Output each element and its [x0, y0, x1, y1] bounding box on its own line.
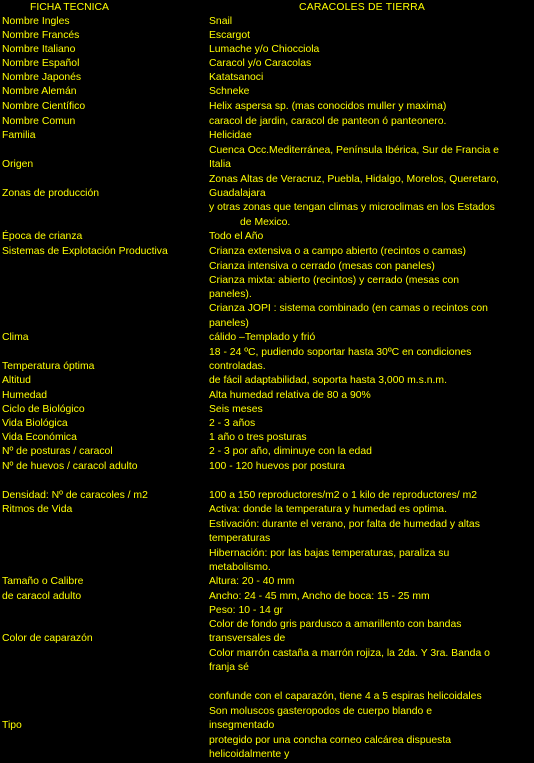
value-sistemas-line-5: Crianza JOPI : sistema combinado (en camas o recintos con [209, 303, 488, 314]
value-sistemas-line-2: Crianza intensiva o cerrado (mesas con paneles) [209, 261, 435, 272]
row-nombre-italiano [0, 43, 534, 57]
value-zonas-line-1: Zonas Altas de Veracruz, Puebla, Hidalgo, Morelos, Queretaro, [209, 174, 499, 185]
value-ritmos-line-4: Hibernación: por las bajas temperaturas, paraliza su [209, 548, 450, 559]
label-color-de-caparazon: Color de caparazón [2, 633, 93, 644]
label-epoca-de-crianza: Época de crianza [2, 231, 83, 242]
value-color-line-3: Color marrón castaña a marrón rojiza, la 2da. Y 3ra. Banda o [209, 648, 490, 659]
label-caracol-adulto: de caracol adulto [2, 591, 82, 602]
value-temperatura-line-2: controladas. [209, 361, 266, 372]
value-ritmos-line-5: metabolismo. [209, 562, 271, 573]
row-zonas-line-3 [0, 201, 534, 215]
value-ciclo-biologico: Seis meses [209, 404, 263, 415]
row-color-line-5 [0, 690, 534, 704]
row-tipo-line-3 [0, 734, 534, 748]
value-ritmos-line-1: Activa: donde la temperatura y humedad es optima. [209, 504, 447, 515]
row-nombre-frances [0, 29, 534, 43]
row-sistemas-de-explotacion [0, 245, 534, 259]
value-ancho: Ancho: 24 - 45 mm, Ancho de boca: 15 - 25 mm [209, 591, 430, 602]
row-color-line-1 [0, 618, 534, 632]
row-sistemas-line-3 [0, 274, 534, 288]
value-origen-line-1: Cuenca Occ.Mediterránea, Península Ibérica, Sur de Francia e [209, 145, 499, 156]
row-ritmos-de-vida [0, 503, 534, 517]
label-nombre-aleman: Nombre Alemán [2, 86, 77, 97]
row-peso [0, 604, 534, 618]
value-vida-economica: 1 año o tres posturas [209, 432, 307, 443]
row-sistemas-line-4 [0, 288, 534, 302]
row-caracol-adulto [0, 590, 534, 604]
row-color-line-3 [0, 647, 534, 661]
row-sistemas-line-6 [0, 317, 534, 331]
value-nombre-ingles: Snail [209, 16, 233, 27]
label-sistemas-de-explotacion: Sistemas de Explotación Productiva [2, 246, 168, 257]
label-nombre-ingles: Nombre Ingles [2, 16, 70, 27]
row-origen [0, 158, 534, 172]
value-origen-line-2: Italia [209, 159, 231, 170]
value-tipo-line-2: insegmentado [209, 720, 275, 731]
value-zonas-line-4: de Mexico. [240, 217, 291, 228]
row-vida-economica [0, 431, 534, 445]
value-sistemas-line-6: paneles) [209, 318, 249, 329]
value-nombre-espanol: Caracol y/o Caracolas [209, 58, 312, 69]
row-tamano-calibre [0, 575, 534, 589]
value-nombre-comun: caracol de jardin, caracol de panteon ó panteonero. [209, 116, 447, 127]
label-nombre-frances: Nombre Francés [2, 30, 80, 41]
value-clima: cálido –Templado y frió [209, 332, 316, 343]
row-humedad [0, 389, 534, 403]
row-zonas-line-1 [0, 173, 534, 187]
row-ciclo-biologico [0, 403, 534, 417]
value-sistemas-line-3: Crianza mixta: abierto (recintos) y cerrado (mesas con [209, 275, 460, 286]
label-origen: Origen [2, 159, 34, 170]
value-ritmos-line-3: temperaturas [209, 533, 271, 544]
row-nombre-ingles [0, 15, 534, 29]
value-ritmos-line-2: Estivación: durante el verano, por falta de humedad y altas [209, 519, 480, 530]
label-nombre-japones: Nombre Japonés [2, 72, 82, 83]
value-color-line-1: Color de fondo gris pardusco a amarillento con bandas [209, 619, 462, 630]
row-huevos-por-caracol [0, 460, 534, 474]
row-ritmos-line-5 [0, 561, 534, 575]
row-altitud [0, 374, 534, 388]
value-nombre-frances: Escargot [209, 30, 251, 41]
row-temperatura-optima [0, 360, 534, 374]
label-vida-biologica: Vida Biológica [2, 418, 68, 429]
value-sistemas-line-1: Crianza extensiva o a campo abierto (recintos o camas) [209, 246, 466, 257]
value-tipo-line-4: helicoidalmente y [209, 749, 290, 760]
row-sistemas-line-5 [0, 302, 534, 316]
value-sistemas-line-4: paneles). [209, 289, 252, 300]
row-clima [0, 331, 534, 345]
value-color-line-4: franja sé [209, 662, 249, 673]
value-humedad: Alta humedad relativa de 80 a 90% [209, 390, 371, 401]
row-epoca-de-crianza [0, 230, 534, 244]
value-huevos-por-caracol: 100 - 120 huevos por postura [209, 461, 345, 472]
value-altitud: de fácil adaptabilidad, soporta hasta 3,000 m.s.n.m. [209, 375, 447, 386]
row-tipo [0, 719, 534, 733]
label-clima: Clima [2, 332, 29, 343]
row-temperatura-line-1 [0, 346, 534, 360]
row-ritmos-line-4 [0, 547, 534, 561]
row-color-de-caparazon [0, 632, 534, 646]
row-ritmos-line-3 [0, 532, 534, 546]
row-familia [0, 129, 534, 143]
row-densidad [0, 489, 534, 503]
label-temperatura-optima: Temperatura óptima [2, 361, 95, 372]
row-color-line-4 [0, 661, 534, 675]
row-nombre-cientifico [0, 100, 534, 114]
value-peso: Peso: 10 - 14 gr [209, 605, 283, 616]
label-nombre-comun: Nombre Comun [2, 116, 76, 127]
row-nombre-espanol [0, 57, 534, 71]
value-temperatura-line-1: 18 - 24 ºC, pudiendo soportar hasta 30ºC en condiciones [209, 347, 472, 358]
value-color-line-5: confunde con el caparazón, tiene 4 a 5 espiras helicoidales [209, 691, 482, 702]
row-zonas-de-produccion [0, 187, 534, 201]
row-posturas-por-caracol [0, 445, 534, 459]
value-epoca-de-crianza: Todo el Año [209, 231, 264, 242]
value-color-line-2: transversales de [209, 633, 286, 644]
value-zonas-line-2: Guadalajara [209, 188, 266, 199]
label-vida-economica: Vida Económica [2, 432, 77, 443]
value-tipo-line-3: protegido por una concha corneo calcárea dispuesta [209, 735, 452, 746]
value-zonas-line-3: y otras zonas que tengan climas y microclimas en los Estados [209, 202, 495, 213]
value-nombre-aleman: Schneke [209, 86, 250, 97]
value-nombre-japones: Katatsanoci [209, 72, 264, 83]
label-nombre-cientifico: Nombre Científico [2, 101, 86, 112]
label-altitud: Altitud [2, 375, 31, 386]
value-nombre-italiano: Lumache y/o Chiocciola [209, 44, 320, 55]
row-tipo-line-4 [0, 748, 534, 762]
label-ciclo-biologico: Ciclo de Biológico [2, 404, 85, 415]
row-nombre-aleman [0, 85, 534, 99]
value-densidad: 100 a 150 reproductores/m2 o 1 kilo de reproductores/ m2 [209, 490, 478, 501]
row-tipo-line-1 [0, 705, 534, 719]
label-densidad: Densidad: Nº de caracoles / m2 [2, 490, 148, 501]
header-caracoles-de-tierra: CARACOLES DE TIERRA [299, 2, 426, 13]
row-zonas-line-4 [0, 216, 534, 230]
value-vida-biologica: 2 - 3 años [209, 418, 256, 429]
row-ritmos-line-2 [0, 518, 534, 532]
value-familia: Helicidae [209, 130, 252, 141]
label-nombre-espanol: Nombre Español [2, 58, 80, 69]
row-sistemas-line-2 [0, 260, 534, 274]
label-posturas-por-caracol: Nº de posturas / caracol [2, 446, 113, 457]
label-humedad: Humedad [2, 390, 48, 401]
label-tamano-calibre: Tamaño o Calibre [2, 576, 84, 587]
value-tipo-line-1: Son moluscos gasteropodos de cuerpo blando e [209, 706, 432, 717]
label-tipo: Tipo [2, 720, 22, 731]
row-nombre-japones [0, 71, 534, 85]
label-huevos-por-caracol: Nº de huevos / caracol adulto [2, 461, 138, 472]
label-ritmos-de-vida: Ritmos de Vida [2, 504, 73, 515]
header-ficha-tecnica: FICHA TECNICA [30, 2, 109, 13]
value-posturas-por-caracol: 2 - 3 por año, diminuye con la edad [209, 446, 372, 457]
value-nombre-cientifico: Helix aspersa sp. (mas conocidos muller y maxima) [209, 101, 447, 112]
row-nombre-comun [0, 115, 534, 129]
row-vida-biologica [0, 417, 534, 431]
label-familia: Familia [2, 130, 36, 141]
label-zonas-de-produccion: Zonas de producción [2, 188, 100, 199]
label-nombre-italiano: Nombre Italiano [2, 44, 76, 55]
value-altura: Altura: 20 - 40 mm [209, 576, 295, 587]
row-origen-line-1 [0, 144, 534, 158]
